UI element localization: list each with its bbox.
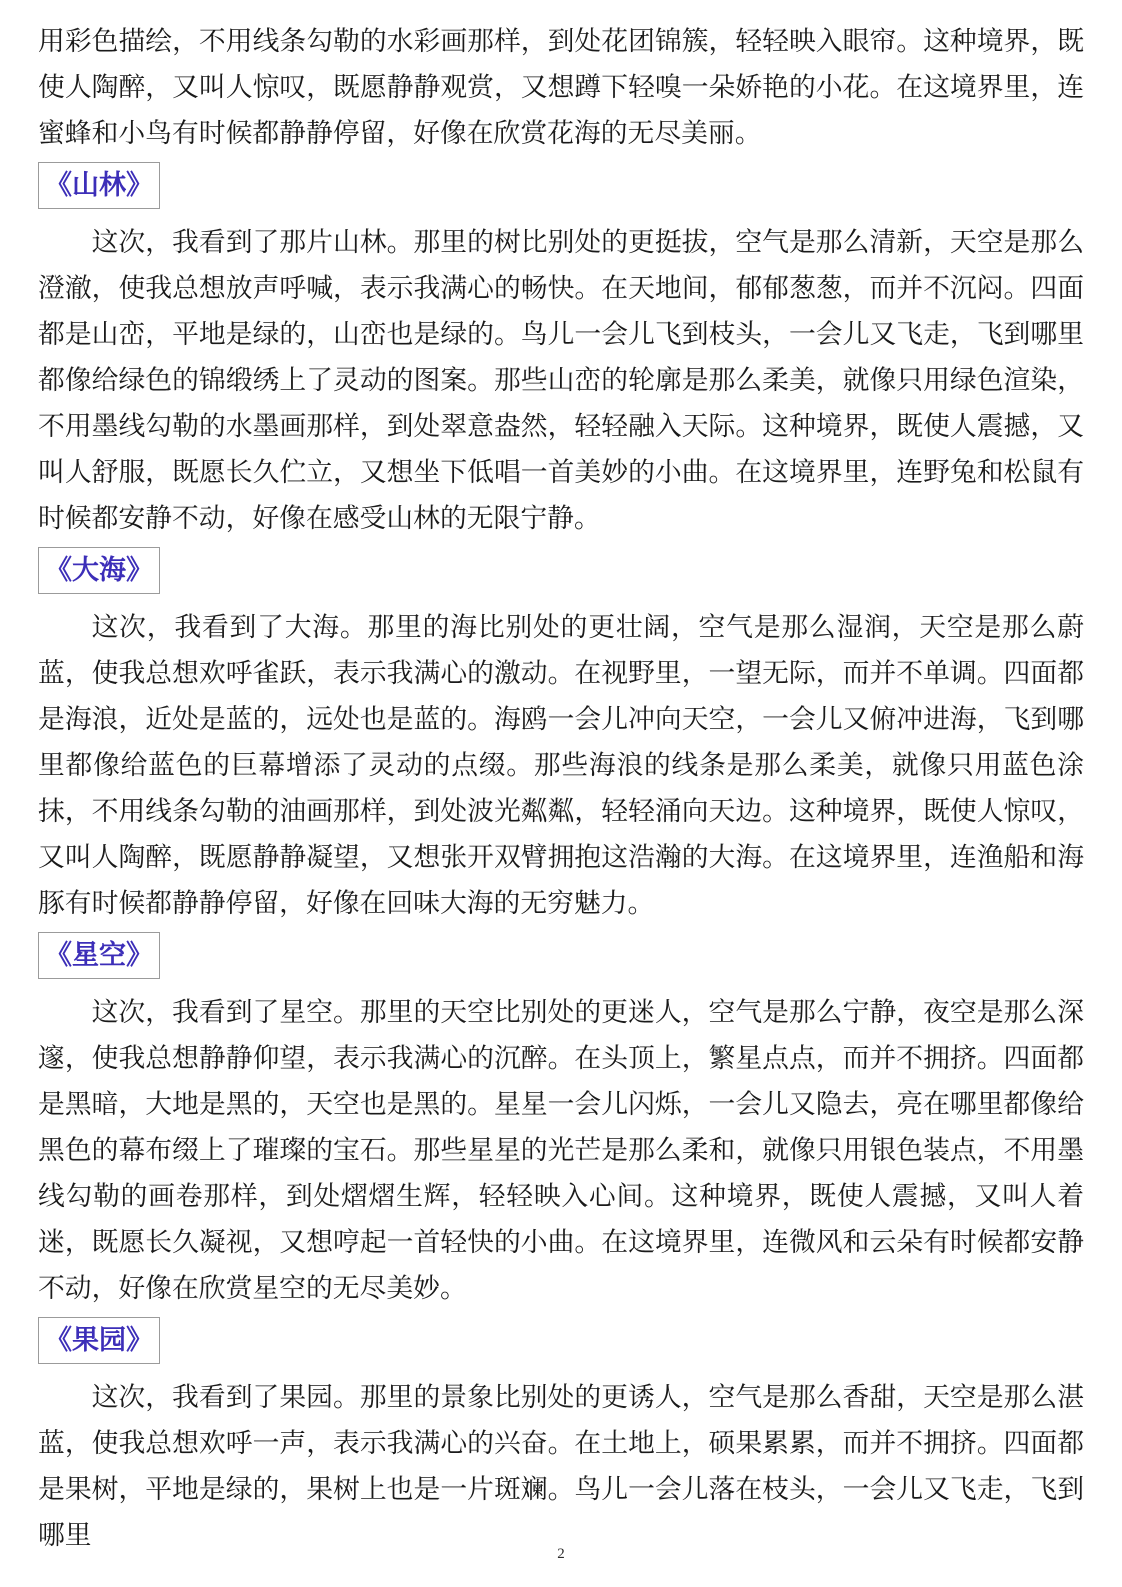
- paragraph-dahai: 这次，我看到了大海。那里的海比别处的更壮阔，空气是那么湿润，天空是那么蔚蓝，使我总想欢呼雀跃，表示我满心的激动。在视野里，一望无际，而并不单调。四面都是海浪，近处是蓝的，远处也是蓝的。海鸥一会儿冲向天空，一会儿又俯冲进海，飞到哪里都像给蓝色的巨幕增添了灵动的点缀。那些海浪的线条是那么柔美，就像只用蓝色涂抹，不用线条勾勒的油画那样，到处波光粼粼，轻轻涌向天边。这种境界，既使人惊叹，又叫人陶醉，既愿静静凝望，又想张开双臂拥抱这浩瀚的大海。在这境界里，连渔船和海豚有时候都静静停留，好像在回味大海的无穷魅力。: [38, 612, 1084, 918]
- paragraph-shanlin: 这次，我看到了那片山林。那里的树比别处的更挺拔，空气是那么清新，天空是那么澄澈，使我总想放声呼喊，表示我满心的畅快。在天地间，郁郁葱葱，而并不沉闷。四面都是山峦，平地是绿的，山峦也是绿的。鸟儿一会儿飞到枝头，一会儿又飞走，飞到哪里都像给绿色的锦缎绣上了灵动的图案。那些山峦的轮廓是那么柔美，就像只用绿色渲染，不用墨线勾勒的水墨画那样，到处翠意盎然，轻轻融入天际。这种境界，既使人震撼，又叫人舒服，既愿长久伫立，又想坐下低唱一首美妙的小曲。在这境界里，连野兔和松鼠有时候都安静不动，好像在感受山林的无限宁静。: [38, 227, 1084, 533]
- section-heading-row-guoyuan: [38, 1317, 1084, 1364]
- section-heading-row-shanlin: [38, 162, 1084, 209]
- paragraph-xingkong: 这次，我看到了星空。那里的天空比别处的更迷人，空气是那么宁静，夜空是那么深邃，使我总想静静仰望，表示我满心的沉醉。在头顶上，繁星点点，而并不拥挤。四面都是黑暗，大地是黑的，天空也是黑的。星星一会儿闪烁，一会儿又隐去，亮在哪里都像给黑色的幕布缀上了璀璨的宝石。那些星星的光芒是那么柔和，就像只用银色装点，不用墨线勾勒的画卷那样，到处熠熠生辉，轻轻映入心间。这种境界，既使人震撼，又叫人着迷，既愿长久凝视，又想哼起一首轻快的小曲。在这境界里，连微风和云朵有时候都安静不动，好像在欣赏星空的无尽美妙。: [38, 997, 1084, 1303]
- paragraph-flower-sea-continuation: 用彩色描绘，不用线条勾勒的水彩画那样，到处花团锦簇，轻轻映入眼帘。这种境界，既使人陶醉，又叫人惊叹，既愿静静观赏，又想蹲下轻嗅一朵娇艳的小花。在这境界里，连蜜蜂和小鸟有时候都静静停留，好像在欣赏花海的无尽美丽。: [38, 26, 1084, 148]
- paragraph-guoyuan: 这次，我看到了果园。那里的景象比别处的更诱人，空气是那么香甜，天空是那么湛蓝，使我总想欢呼一声，表示我满心的兴奋。在土地上，硕果累累，而并不拥挤。四面都是果树，平地是绿的，果树上也是一片斑斓。鸟儿一会儿落在枝头，一会儿又飞走，飞到哪里: [38, 1382, 1084, 1550]
- section-title-shanlin: 《山林》: [38, 162, 160, 209]
- page-number: 2: [557, 1546, 565, 1562]
- section-title-guoyuan: 《果园》: [38, 1317, 160, 1364]
- section-title-dahai: 《大海》: [38, 547, 160, 594]
- section-heading-row-xingkong: [38, 932, 1084, 979]
- section-heading-row-dahai: [38, 547, 1084, 594]
- section-title-xingkong: 《星空》: [38, 932, 160, 979]
